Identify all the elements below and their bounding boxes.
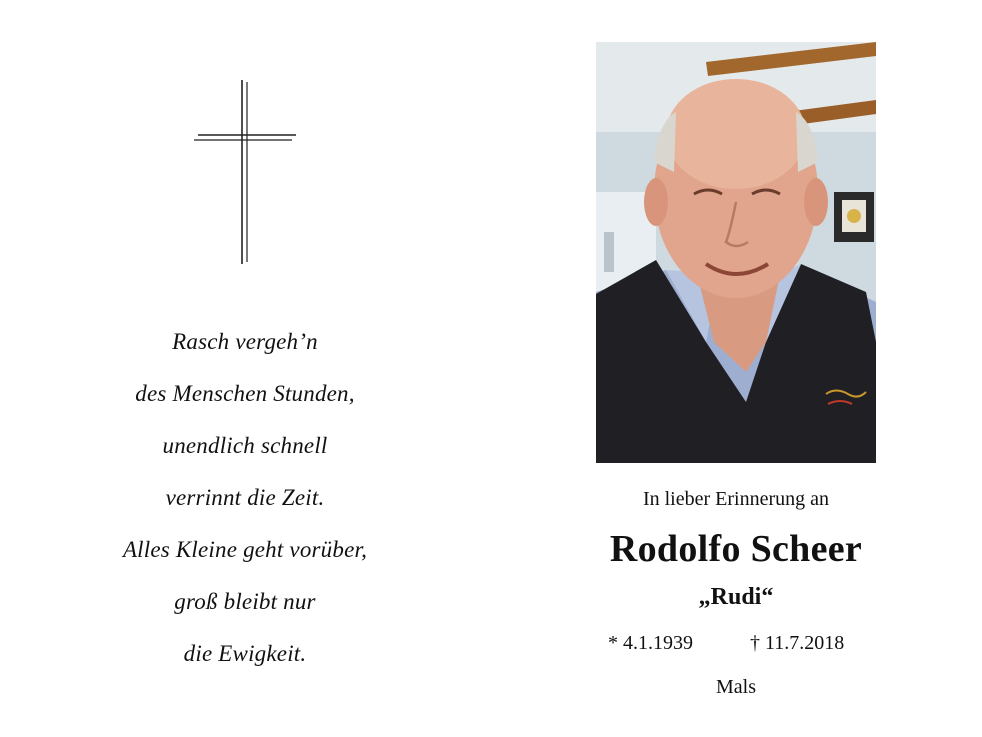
poem-line: groß bleibt nur (174, 589, 316, 614)
poem-line: unendlich schnell (162, 433, 328, 458)
cross-icon (190, 78, 300, 268)
poem-line: die Ewigkeit. (183, 641, 307, 666)
poem-line: des Menschen Stunden, (135, 381, 355, 406)
life-dates (560, 632, 912, 658)
deceased-name: Rodolfo Scheer (609, 528, 863, 570)
memory-line: In lieber Erinnerung an (642, 488, 830, 510)
portrait-photo (596, 42, 876, 463)
poem-line: Rasch vergeh’n (172, 329, 318, 354)
place: Mals (716, 676, 756, 698)
death-date: † 11.7.2018 (750, 632, 845, 654)
poem-line: verrinnt die Zeit. (165, 485, 325, 510)
poem-line: Alles Kleine geht vorüber, (122, 537, 368, 562)
birth-date: * 4.1.1939 (608, 632, 693, 654)
nickname: „Rudi“ (698, 584, 774, 610)
poem (60, 316, 430, 680)
